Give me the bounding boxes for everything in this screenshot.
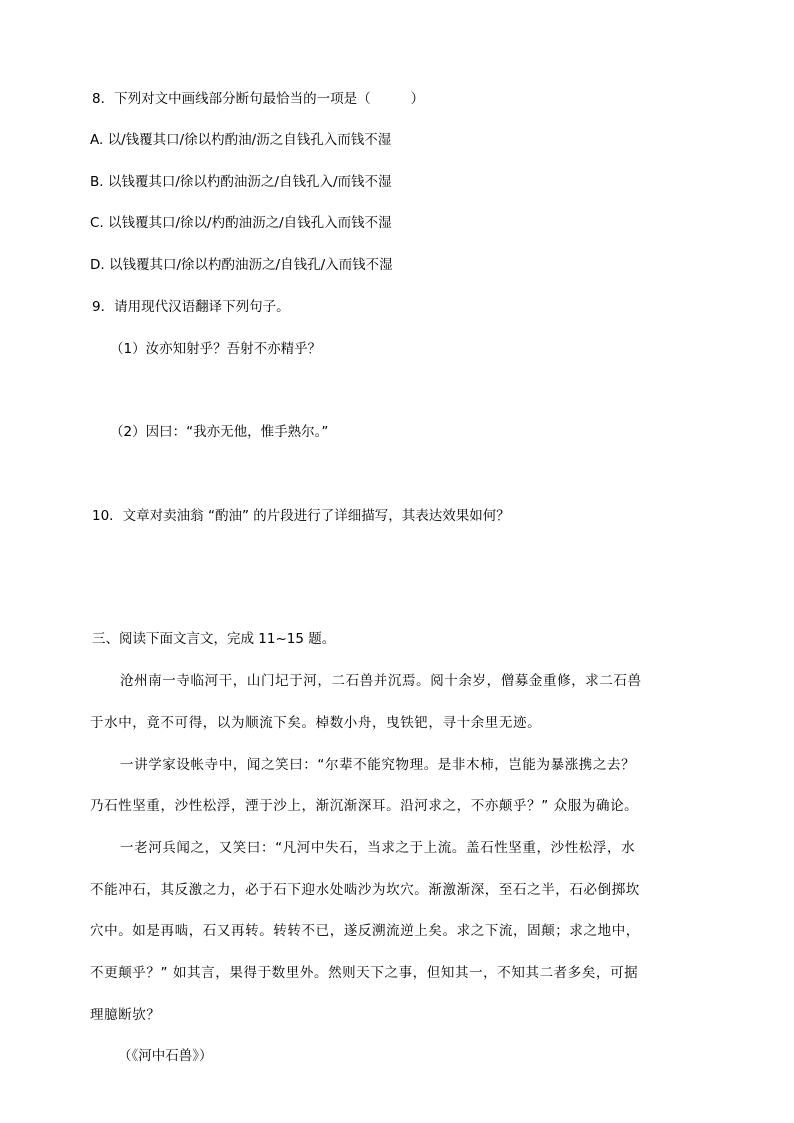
question-8-stem-close: ） xyxy=(410,91,425,107)
question-10-stem: 10．文章对卖油翁 “酌油” 的片段进行了详细描写，其表达效果如何？ xyxy=(92,508,510,524)
question-8-option-b: B. 以钱覆其口/徐以杓酌油沥之/自钱孔入/而钱不湿 xyxy=(90,174,392,190)
passage-line: 一老河兵闻之，又笑曰：“凡河中失石，当求之于上流。盖石性坚重，沙性松浮，水 xyxy=(120,840,636,856)
passage-line: 不能冲石，其反激之力，必于石下迎水处啮沙为坎穴。渐激渐深，至石之半，石必倒掷坎 xyxy=(90,882,640,898)
section-3-heading: 三、阅读下面文言文，完成 11~15 题。 xyxy=(92,631,336,647)
passage-line: 沧州南一寺临河干，山门圮于河，二石兽并沉焉。阅十余岁，僧募金重修，求二石兽 xyxy=(120,673,642,689)
passage-source: （《河中石兽》） xyxy=(118,1048,213,1064)
question-9-item-2: （2）因曰：“我亦无他，惟手熟尔。” xyxy=(110,424,329,440)
question-9-item-1: （1）汝亦知射乎？吾射不亦精乎？ xyxy=(110,341,322,357)
question-8-option-a: A. 以/钱覆其口/徐以杓酌油/沥之自钱孔入而钱不湿 xyxy=(90,132,392,148)
passage-line: 一讲学家设帐寺中，闻之笑曰：“尔辈不能究物理。是非木柿，岂能为暴涨携之去？ xyxy=(120,757,636,773)
question-8-stem xyxy=(92,90,424,108)
passage-line: 乃石性坚重，沙性松浮，湮于沙上，渐沉渐深耳。沿河求之，不亦颠乎？” 众服为确论。 xyxy=(90,798,639,814)
question-9-stem: 9．请用现代汉语翻译下列句子。 xyxy=(92,299,290,315)
passage-line: 穴中。如是再啮，石又再转。转转不已，遂反溯流逆上矣。求之下流，固颠；求之地中， xyxy=(90,923,640,939)
passage-line: 于水中，竟不可得，以为顺流下矣。棹数小舟，曳铁钯，寻十余里无迹。 xyxy=(90,715,542,731)
passage-line: 理臆断欤？ xyxy=(90,1007,161,1023)
question-8-stem-text: 8．下列对文中画线部分断句最恰当的一项是（ xyxy=(92,91,371,107)
passage-line: 不更颠乎？” 如其言，果得于数里外。然则天下之事，但知其一，不知其二者多矣，可据 xyxy=(90,965,639,981)
question-8-option-c: C. 以钱覆其口/徐以/杓酌油沥之/自钱孔入而钱不湿 xyxy=(90,215,392,231)
question-8-option-d: D. 以钱覆其口/徐以杓酌油沥之/自钱孔/入而钱不湿 xyxy=(90,257,393,273)
